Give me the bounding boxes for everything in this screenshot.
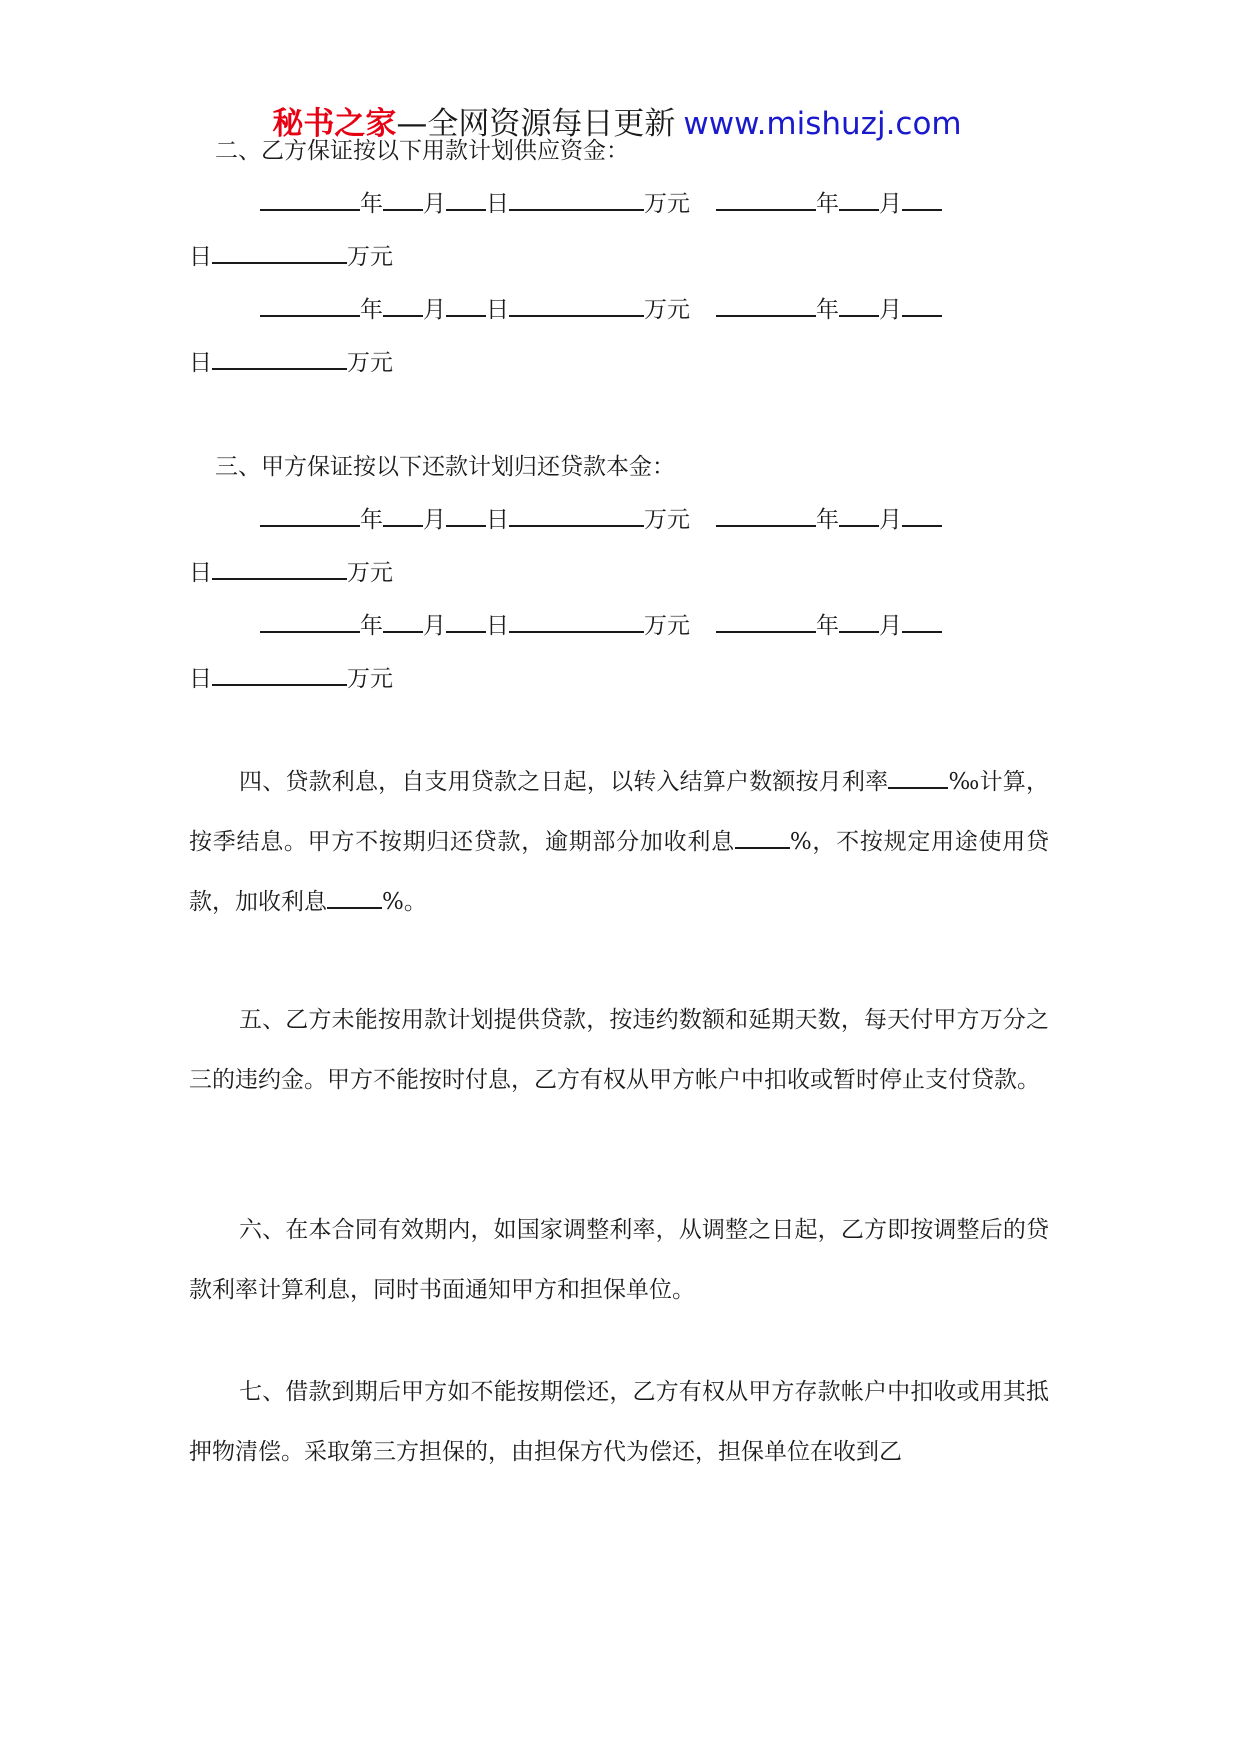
unit-label: 万元 (347, 560, 393, 586)
section-3-heading: 三、甲方保证按以下还款计划归还贷款本金： (215, 454, 675, 480)
year-label: 年 (816, 191, 839, 217)
year-label: 年 (816, 297, 839, 323)
blank-field (509, 293, 644, 317)
blank-field (446, 609, 486, 633)
year-label: 年 (816, 613, 839, 639)
schedule-row-continued (189, 240, 393, 272)
blank-field (260, 503, 360, 527)
schedule-row-continued (189, 556, 393, 588)
section-4-paragraph (189, 752, 1049, 932)
day-label: 日 (486, 191, 509, 217)
day-label: 日 (486, 613, 509, 639)
brand-name: 秘书之家 (272, 106, 397, 142)
unit-label: 万元 (347, 244, 393, 270)
blank-field (839, 503, 879, 527)
blank-field (446, 293, 486, 317)
blank-field (509, 187, 644, 211)
permille-sign: ‰ (948, 769, 980, 795)
year-label: 年 (360, 613, 383, 639)
blank-field (509, 503, 644, 527)
year-label: 年 (360, 297, 383, 323)
blank-field (716, 609, 816, 633)
day-label: 日 (486, 297, 509, 323)
section-2-heading: 二、乙方保证按以下用款计划供应资金： (215, 138, 629, 164)
blank-field (383, 609, 423, 633)
schedule-row (260, 187, 942, 219)
blank-field (383, 293, 423, 317)
schedule-row (260, 503, 942, 535)
blank-field (327, 885, 382, 909)
section-5-paragraph: 五、乙方未能按用款计划提供贷款，按违约数额和延期天数，每天付甲方万分之三的违约金。甲方不能按时付息，乙方有权从甲方帐户中扣收或暂时停止支付贷款。 (189, 1007, 1049, 1093)
blank-field (839, 609, 879, 633)
blank-field (383, 187, 423, 211)
month-label: 月 (423, 191, 446, 217)
schedule-row-continued (189, 662, 393, 694)
unit-label: 万元 (347, 666, 393, 692)
blank-field (260, 609, 360, 633)
site-url-link[interactable]: www.mishuzj.com (683, 106, 962, 142)
month-label: 月 (879, 191, 902, 217)
unit-label: 万元 (644, 613, 690, 639)
schedule-row (260, 609, 942, 641)
day-label: 日 (189, 560, 212, 586)
unit-label: 万元 (644, 297, 690, 323)
blank-field (212, 662, 347, 686)
schedule-row-continued (189, 346, 393, 378)
blank-field (902, 187, 942, 211)
blank-field (716, 187, 816, 211)
blank-field (839, 293, 879, 317)
blank-field (260, 293, 360, 317)
section-4-text: 计算，按季结息。甲方不按期归还贷款，逾期部分加收利息 (189, 769, 1049, 855)
blank-field (446, 187, 486, 211)
day-label: 日 (189, 350, 212, 376)
blank-field (509, 609, 644, 633)
day-label: 日 (189, 666, 212, 692)
blank-field (260, 187, 360, 211)
unit-label: 万元 (644, 507, 690, 533)
day-label: 日 (189, 244, 212, 270)
blank-field (716, 503, 816, 527)
blank-field (902, 609, 942, 633)
blank-field (735, 825, 790, 849)
section-6-paragraph: 六、在本合同有效期内，如国家调整利率，从调整之日起，乙方即按调整后的贷款利率计算利息，同时书面通知甲方和担保单位。 (189, 1217, 1049, 1303)
month-label: 月 (879, 297, 902, 323)
blank-field (716, 293, 816, 317)
section-4-text: %，不按规定用途使用贷款，加收利息 (189, 829, 1049, 915)
blank-field (888, 765, 948, 789)
year-label: 年 (816, 507, 839, 533)
blank-field (212, 346, 347, 370)
month-label: 月 (879, 507, 902, 533)
month-label: 月 (879, 613, 902, 639)
section-7-paragraph: 七、借款到期后甲方如不能按期偿还，乙方有权从甲方存款帐户中扣收或用其抵押物清偿。采取第三方担保的，由担保方代为偿还，担保单位在收到乙 (189, 1379, 1049, 1465)
blank-field (383, 503, 423, 527)
schedule-row (260, 293, 942, 325)
unit-label: 万元 (644, 191, 690, 217)
month-label: 月 (423, 507, 446, 533)
unit-label: 万元 (347, 350, 393, 376)
section-4-text: %。 (382, 889, 427, 915)
blank-field (902, 503, 942, 527)
section-4-text: 四、贷款利息，自支用贷款之日起，以转入结算户数额按月利率 (239, 769, 889, 795)
blank-field (839, 187, 879, 211)
day-label: 日 (486, 507, 509, 533)
month-label: 月 (423, 297, 446, 323)
year-label: 年 (360, 191, 383, 217)
month-label: 月 (423, 613, 446, 639)
blank-field (902, 293, 942, 317)
year-label: 年 (360, 507, 383, 533)
blank-field (446, 503, 486, 527)
blank-field (212, 556, 347, 580)
header-slogan: —全网资源每日更新 (396, 106, 676, 142)
blank-field (212, 240, 347, 264)
